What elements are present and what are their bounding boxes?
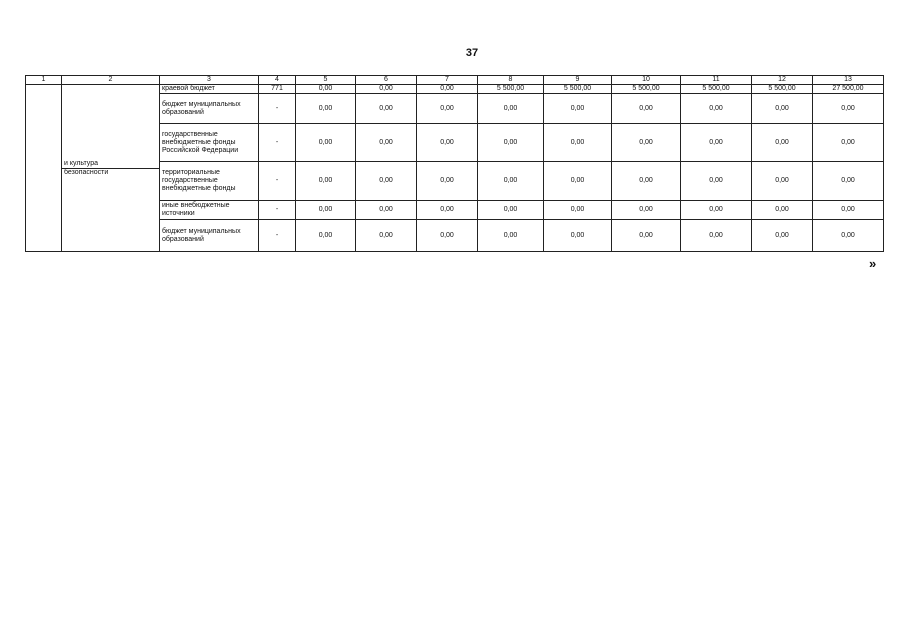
cell-funding-source: государственные внебюджетные фонды Российской Федерации [160,124,259,162]
cell-value: 0,00 [681,201,752,220]
column-header-3: 3 [160,76,259,85]
cell-code: - [259,220,296,252]
budget-table [25,75,884,252]
cell-code: - [259,201,296,220]
column-header-6: 6 [356,76,417,85]
cell-value: 0,00 [356,201,417,220]
column-header-2: 2 [62,76,160,85]
cell-code: - [259,124,296,162]
page-number: 37 [465,47,479,59]
cell-value: 0,00 [681,124,752,162]
table-row [26,85,884,94]
cell-value: 0,00 [478,201,544,220]
cell-value: 5 500,00 [478,85,544,94]
cell-value: 27 500,00 [813,85,884,94]
cell-value: 0,00 [417,162,478,201]
cell-value: 0,00 [478,124,544,162]
cell-value: 0,00 [813,220,884,252]
cell-value: 0,00 [752,201,813,220]
cell-value: 0,00 [813,124,884,162]
cell-code: 771 [259,85,296,94]
cell-value: 0,00 [417,201,478,220]
closing-quote: » [869,256,877,271]
cell-value: 0,00 [296,124,356,162]
column-header-8: 8 [478,76,544,85]
cell-value: 5 500,00 [612,85,681,94]
cell-value: 5 500,00 [752,85,813,94]
cell-funding-source: краевой бюджет [160,85,259,94]
cell-value: 0,00 [417,85,478,94]
program-name-line: и культура [62,160,159,169]
column-header-1: 1 [26,76,62,85]
column-header-13: 13 [813,76,884,85]
cell-value: 0,00 [296,94,356,124]
cell-value: 0,00 [681,94,752,124]
cell-value: 0,00 [612,201,681,220]
cell-value: 0,00 [612,94,681,124]
column-header-12: 12 [752,76,813,85]
cell-value: 0,00 [417,94,478,124]
cell-value: 0,00 [813,94,884,124]
cell-value: 0,00 [752,162,813,201]
cell-value: 0,00 [612,124,681,162]
cell-value: 0,00 [356,94,417,124]
cell-value: 0,00 [544,220,612,252]
cell-value: 0,00 [612,220,681,252]
column-header-4: 4 [259,76,296,85]
cell-value: 0,00 [612,162,681,201]
program-name-line: безопасности [64,168,109,176]
cell-value: 0,00 [478,162,544,201]
cell-value: 0,00 [544,94,612,124]
cell-value: 0,00 [296,201,356,220]
cell-value: 0,00 [296,85,356,94]
cell-funding-source: территориальные государственные внебюджетные фонды [160,162,259,201]
cell-value: 0,00 [681,162,752,201]
column-header-7: 7 [417,76,478,85]
cell-value: 0,00 [752,94,813,124]
cell-value: 0,00 [681,220,752,252]
cell-value: 0,00 [544,124,612,162]
cell-value: 0,00 [356,220,417,252]
cell-funding-source: иные внебюджетные источники [160,201,259,220]
cell-value: 0,00 [356,124,417,162]
column-header-9: 9 [544,76,612,85]
cell-value: 0,00 [813,201,884,220]
cell-value: 0,00 [752,124,813,162]
column-header-11: 11 [681,76,752,85]
cell-value: 0,00 [417,124,478,162]
cell-value: 0,00 [356,85,417,94]
cell-code: - [259,94,296,124]
cell-col1 [26,85,62,252]
cell-value: 0,00 [813,162,884,201]
cell-code: - [259,162,296,201]
cell-program-name [62,85,160,252]
cell-value: 5 500,00 [544,85,612,94]
cell-value: 5 500,00 [681,85,752,94]
column-header-10: 10 [612,76,681,85]
table-body [26,85,884,252]
cell-value: 0,00 [356,162,417,201]
column-header-5: 5 [296,76,356,85]
cell-value: 0,00 [544,162,612,201]
header-row [26,76,884,85]
cell-funding-source: бюджет муниципальных образований [160,94,259,124]
cell-value: 0,00 [478,94,544,124]
cell-funding-source: бюджет муниципальных образований [160,220,259,252]
cell-value: 0,00 [296,162,356,201]
cell-value: 0,00 [478,220,544,252]
cell-value: 0,00 [752,220,813,252]
cell-value: 0,00 [296,220,356,252]
cell-value: 0,00 [417,220,478,252]
cell-value: 0,00 [544,201,612,220]
